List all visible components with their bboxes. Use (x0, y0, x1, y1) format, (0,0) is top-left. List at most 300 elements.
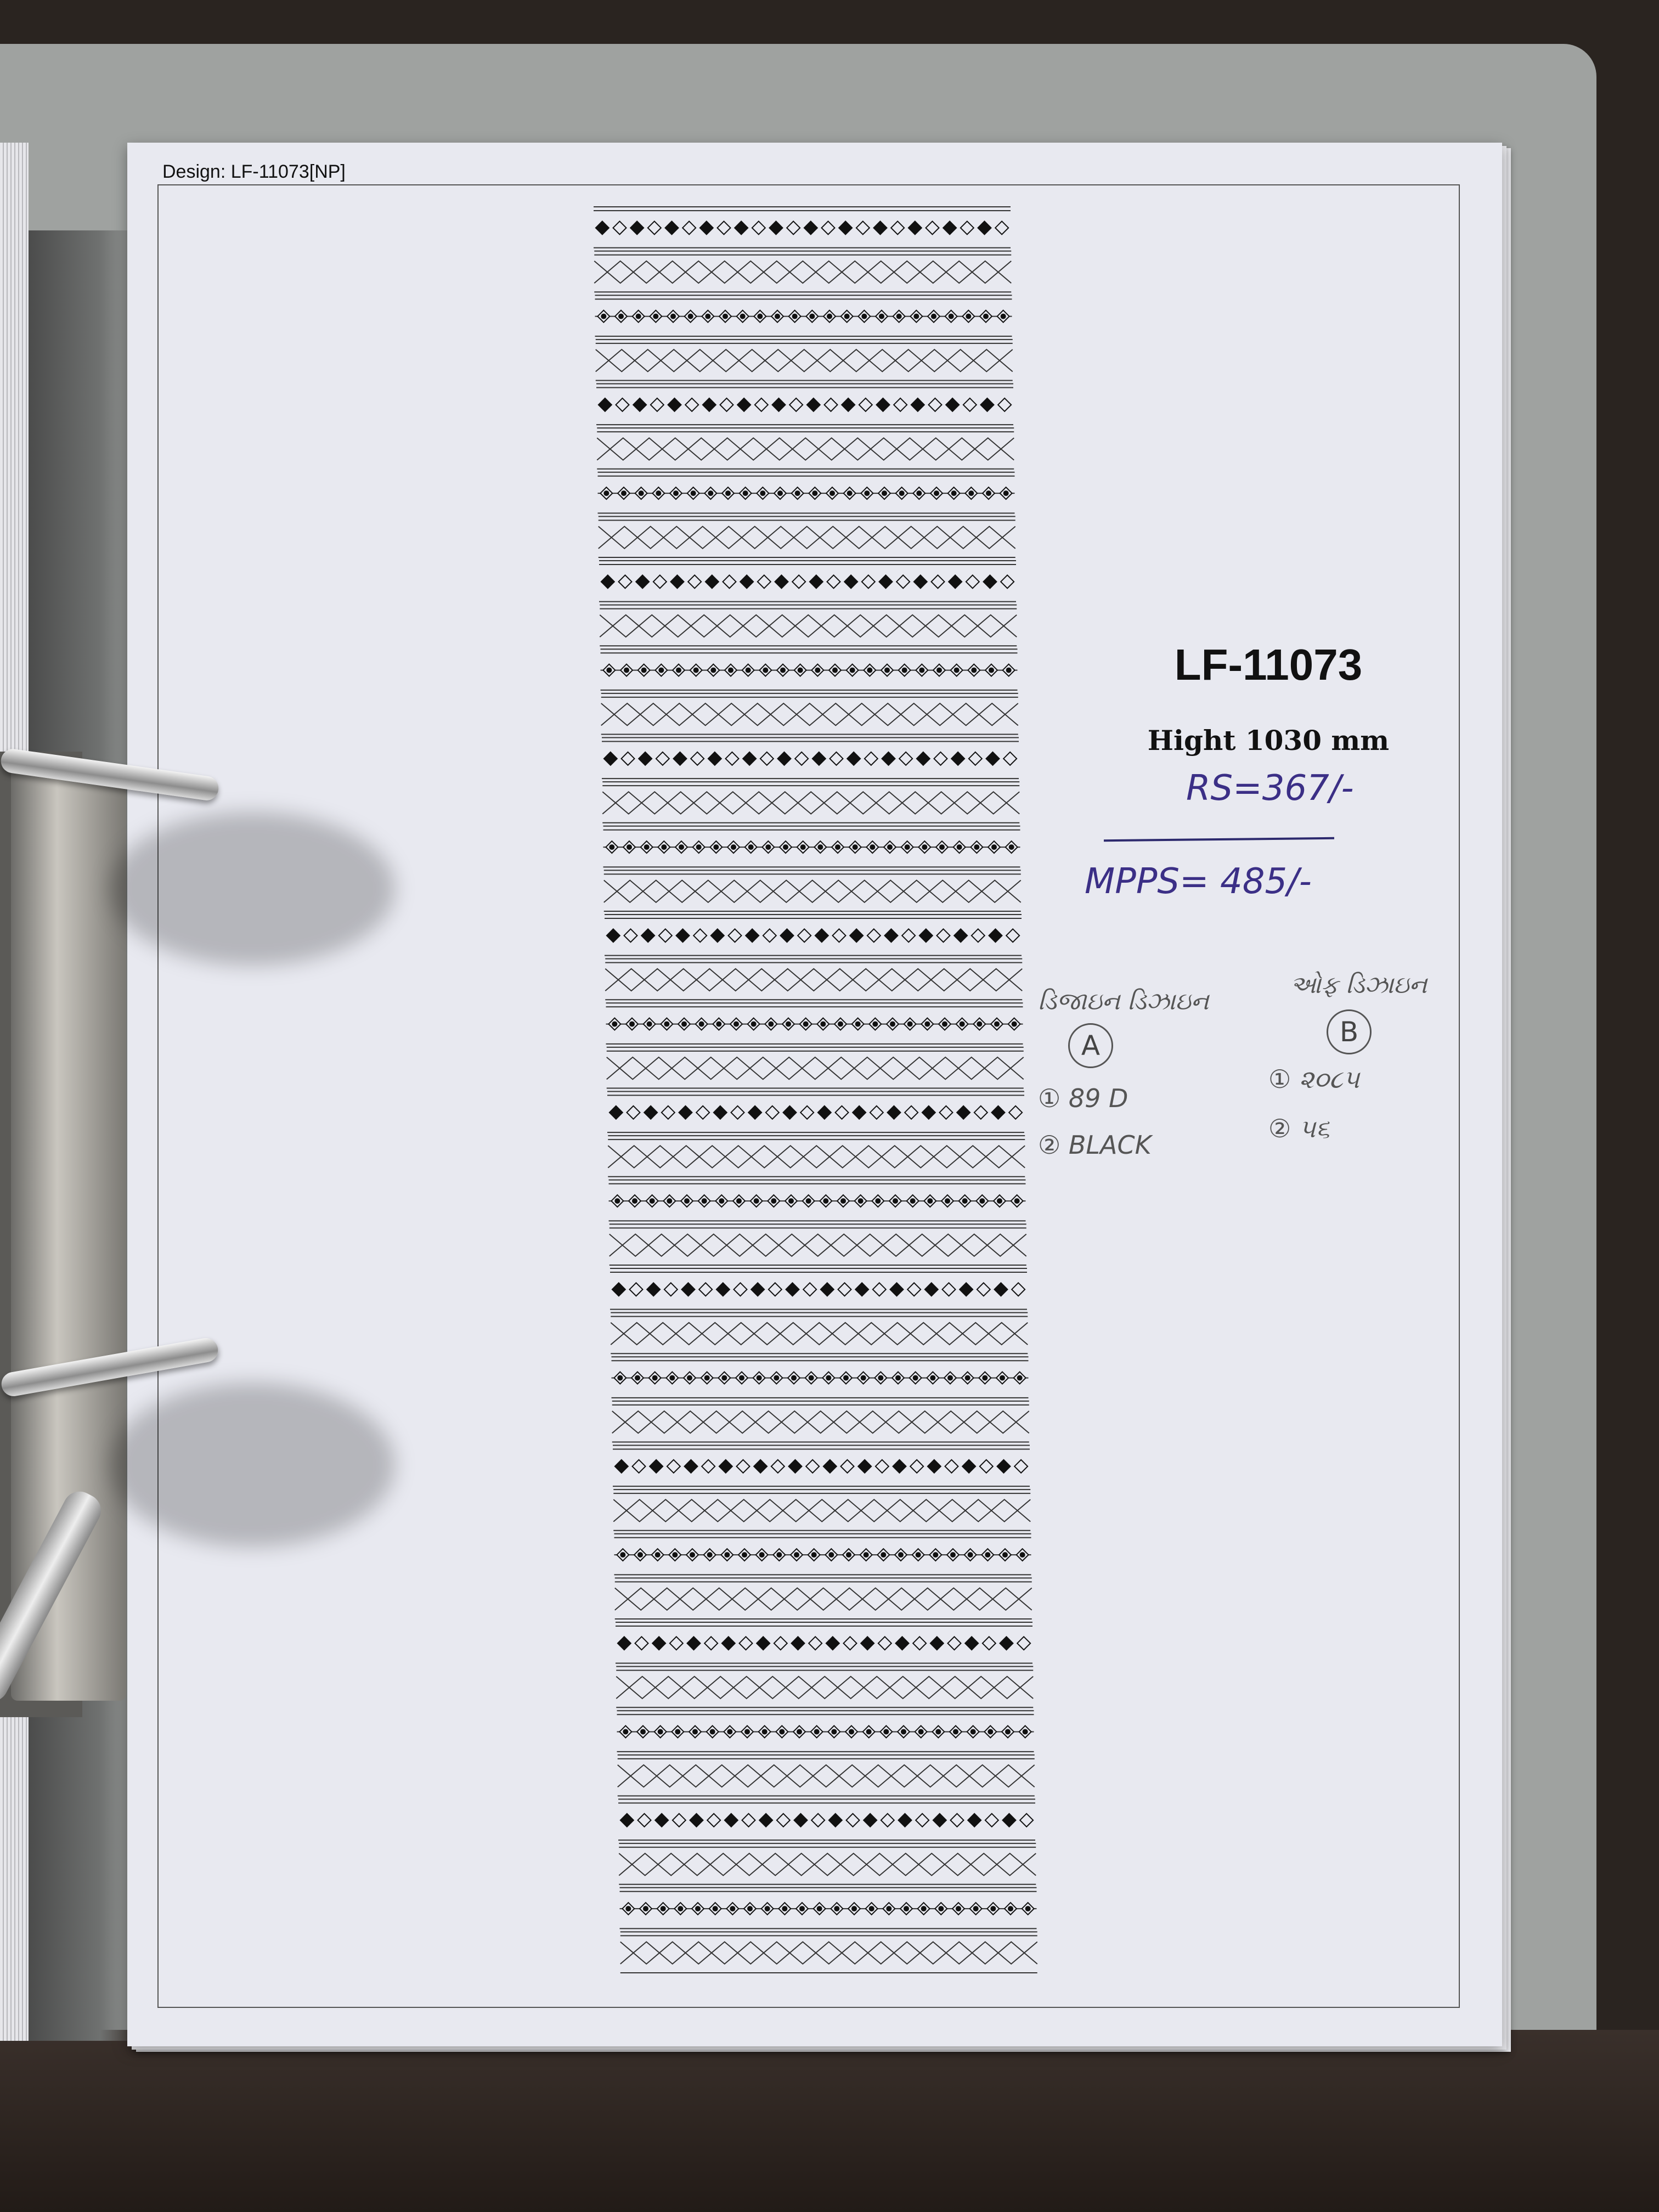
dot-motif (835, 844, 840, 850)
dot-motif (838, 1022, 843, 1027)
dot-motif (902, 668, 907, 673)
dot-motif (905, 844, 910, 850)
dot-motif (827, 314, 832, 319)
diamond-motif (818, 1106, 831, 1119)
diamond-motif (842, 398, 855, 411)
dot-motif (834, 1906, 839, 1911)
diamond-motif (641, 929, 654, 942)
dot-motif (678, 1906, 683, 1911)
dot-motif (699, 1022, 704, 1027)
dot-motif (960, 1022, 965, 1027)
dot-motif (637, 1552, 643, 1558)
diamond-motif (838, 1283, 851, 1296)
dot-motif (907, 1022, 913, 1027)
diamond-motif (690, 1814, 703, 1827)
dot-motif (936, 668, 942, 673)
dot-motif (1017, 1375, 1023, 1381)
dot-motif (617, 1375, 623, 1381)
dot-motif (977, 1022, 982, 1027)
dot-motif (973, 1906, 979, 1911)
dot-motif (684, 1198, 690, 1204)
dot-motif (1020, 1552, 1025, 1558)
dot-motif (879, 314, 884, 319)
dot-motif (672, 1552, 678, 1558)
dot-motif (670, 314, 676, 319)
dot-motif (934, 490, 939, 496)
diamond-motif (926, 221, 939, 234)
dot-motif (887, 844, 893, 850)
dot-motif (710, 668, 716, 673)
zigzag-motif (619, 1853, 1036, 1875)
design-label: Design: LF-11073[NP] (162, 161, 346, 182)
zigzag-motif (610, 1234, 1026, 1256)
diamond-motif (656, 752, 669, 765)
diamond-motif (674, 752, 687, 765)
dot-motif (661, 1906, 666, 1911)
dot-motif (831, 1729, 837, 1735)
dot-motif (896, 314, 902, 319)
zigzag-motif (613, 1499, 1030, 1521)
diamond-motif (659, 929, 672, 942)
diamond-motif (740, 1637, 753, 1650)
dot-motif (954, 668, 960, 673)
diamond-motif (984, 575, 997, 588)
dot-motif (673, 490, 679, 496)
diamond-motif (723, 575, 736, 588)
group-a-item-1: ① 89 D (1038, 1084, 1128, 1113)
diamond-motif (624, 929, 637, 942)
dot-motif (991, 844, 997, 850)
diamond-motif (742, 1814, 755, 1827)
dot-motif (656, 490, 661, 496)
dot-motif (861, 1375, 866, 1381)
diamond-motif (888, 1106, 901, 1119)
zigzag-motif (597, 438, 1014, 460)
diamond-motif (1017, 1637, 1030, 1650)
diamond-motif (755, 398, 768, 411)
diamond-motif (917, 752, 930, 765)
diamond-motif (934, 752, 947, 765)
diamond-motif (740, 575, 753, 588)
diamond-motif (604, 752, 617, 765)
diamond-motif (885, 929, 898, 942)
zigzag-motif (600, 615, 1017, 637)
diamond-motif (877, 398, 890, 411)
dot-motif (791, 1375, 797, 1381)
dot-motif (716, 1022, 721, 1027)
diamond-motif (957, 1106, 970, 1119)
dot-motif (652, 1375, 658, 1381)
diamond-motif (758, 575, 771, 588)
diamond-motif (949, 575, 962, 588)
dot-motif (606, 668, 612, 673)
diamond-motif (891, 221, 904, 234)
dot-motif (664, 1022, 669, 1027)
dot-motif (661, 844, 667, 850)
diamond-motif (978, 221, 991, 234)
dot-motif (724, 1552, 730, 1558)
dot-motif (968, 490, 974, 496)
diamond-motif (737, 398, 751, 411)
diamond-motif (650, 1460, 663, 1473)
dot-motif (927, 1198, 933, 1204)
diamond-motif (960, 1283, 973, 1296)
diamond-motif (735, 221, 748, 234)
diamond-motif (719, 1460, 732, 1473)
dot-motif (945, 1198, 950, 1204)
diamond-motif (905, 1106, 918, 1119)
dot-motif (614, 1198, 620, 1204)
diamond-motif (619, 575, 632, 588)
diamond-motif (812, 752, 826, 765)
dot-motif (997, 1198, 1002, 1204)
diamond-motif (948, 1637, 961, 1650)
diamond-motif (653, 575, 667, 588)
zigzag-motif (596, 349, 1013, 371)
diamond-motif (894, 398, 907, 411)
dot-motif (731, 844, 736, 850)
dot-motif (727, 1729, 732, 1735)
dot-motif (783, 844, 788, 850)
dot-motif (788, 1198, 794, 1204)
diamond-motif (627, 1106, 640, 1119)
diamond-motif (870, 1106, 883, 1119)
diamond-motif (981, 398, 994, 411)
dot-motif (782, 1906, 787, 1911)
diamond-motif (613, 221, 627, 234)
dot-motif (1025, 1906, 1031, 1911)
dot-motif (882, 490, 887, 496)
dot-motif (844, 314, 850, 319)
diamond-motif (1001, 575, 1014, 588)
diamond-motif (722, 1637, 735, 1650)
zigzag-motif (604, 881, 1021, 902)
zigzag-motif (612, 1411, 1029, 1433)
diamond-motif (855, 1283, 868, 1296)
diamond-motif (946, 398, 959, 411)
diamond-motif (729, 929, 742, 942)
dot-motif (768, 1022, 774, 1027)
dot-motif (774, 1375, 779, 1381)
table-surface (0, 2030, 1659, 2212)
dot-motif (658, 668, 664, 673)
dot-motif (771, 1198, 776, 1204)
diamond-motif (986, 752, 1000, 765)
dot-motif (893, 1198, 898, 1204)
diamond-motif (951, 752, 964, 765)
dot-motif (744, 1729, 750, 1735)
dot-motif (688, 314, 693, 319)
diamond-motif (775, 575, 788, 588)
dot-motif (970, 1729, 976, 1735)
diamond-motif (651, 398, 664, 411)
diamond-motif (847, 1814, 860, 1827)
dot-motif (858, 1198, 864, 1204)
group-a-heading: ડિજાઇન ડિઝાઇન (1038, 988, 1209, 1015)
diamond-motif (859, 398, 872, 411)
zigzag-motif (601, 703, 1018, 725)
dot-motif (775, 314, 780, 319)
diamond-motif (1006, 929, 1019, 942)
diamond-motif (827, 575, 840, 588)
dot-motif (806, 1198, 811, 1204)
diamond-motif (833, 929, 846, 942)
zigzag-motif (607, 1057, 1024, 1079)
dot-motif (798, 668, 803, 673)
diamond-motif (992, 1106, 1005, 1119)
mp-price-note: MPPS= 485/- (1085, 861, 1312, 902)
dot-motif (719, 1198, 724, 1204)
dot-motif (690, 1552, 695, 1558)
diamond-motif (795, 752, 808, 765)
diamond-motif (850, 929, 863, 942)
diamond-motif (687, 1637, 701, 1650)
dot-motif (779, 1729, 785, 1735)
dot-motif (658, 1729, 663, 1735)
dot-motif (864, 1552, 869, 1558)
diamond-motif (862, 575, 875, 588)
diamond-motif (700, 221, 713, 234)
diamond-motif (720, 398, 733, 411)
dot-motif (938, 1906, 944, 1911)
dot-motif (916, 490, 922, 496)
diamond-motif (711, 929, 724, 942)
diamond-motif (754, 1460, 767, 1473)
diamond-motif (965, 1637, 978, 1650)
zigzag-motif (619, 1853, 1036, 1875)
zigzag-motif (602, 792, 1019, 814)
diamond-motif (648, 221, 661, 234)
zigzag-motif (608, 1146, 1025, 1167)
dot-motif (851, 1906, 857, 1911)
zigzag-motif (612, 1411, 1029, 1433)
dot-motif (754, 1198, 759, 1204)
dot-motif (751, 1022, 757, 1027)
diamond-motif (638, 1814, 651, 1827)
dot-motif (702, 1198, 707, 1204)
dot-motif (875, 1198, 881, 1204)
diamond-motif (806, 1460, 819, 1473)
diamond-motif (826, 1637, 839, 1650)
dot-motif (794, 1552, 799, 1558)
diamond-motif (997, 1460, 1011, 1473)
dot-motif (733, 1022, 739, 1027)
diamond-motif (811, 1814, 825, 1827)
diamond-motif (652, 1637, 665, 1650)
diamond-motif (1000, 1637, 1013, 1650)
diamond-motif (644, 1106, 657, 1119)
dot-motif (872, 1022, 878, 1027)
zigzag-motif (605, 969, 1022, 991)
diamond-motif (969, 752, 982, 765)
dot-motif (913, 314, 919, 319)
dot-motif (924, 1022, 930, 1027)
dot-motif (935, 1729, 941, 1735)
diamond-motif (911, 398, 924, 411)
group-a-item-2: ② BLACK (1038, 1130, 1152, 1160)
dot-motif (748, 844, 754, 850)
diamond-motif (792, 575, 805, 588)
dot-motif (947, 1375, 953, 1381)
dot-motif (1006, 668, 1012, 673)
diamond-motif (985, 1814, 998, 1827)
group-b-item-1: ① ૨૦૮૫ (1268, 1064, 1360, 1094)
dot-motif (705, 314, 710, 319)
diamond-motif (685, 398, 698, 411)
dot-motif (777, 490, 783, 496)
dot-motif (647, 1022, 652, 1027)
diamond-motif (841, 1460, 854, 1473)
dot-motif (708, 490, 713, 496)
zigzag-motif (620, 1942, 1037, 1964)
diamond-motif (792, 1637, 805, 1650)
dot-motif (612, 1022, 617, 1027)
dot-motif (763, 668, 768, 673)
diamond-motif (803, 1283, 816, 1296)
dot-motif (728, 668, 733, 673)
diamond-motif (951, 1814, 964, 1827)
dot-motif (757, 314, 763, 319)
diamond-motif (998, 398, 1011, 411)
diamond-motif (777, 1814, 790, 1827)
dot-motif (639, 490, 644, 496)
diamond-motif (693, 929, 707, 942)
dot-motif (983, 314, 989, 319)
design-height: Hight 1030 mm (1147, 724, 1390, 757)
diamond-motif (972, 929, 985, 942)
diamond-motif (772, 398, 786, 411)
zigzag-motif (605, 969, 1022, 991)
diamond-motif (995, 221, 1008, 234)
diamond-motif (746, 929, 759, 942)
diamond-motif (962, 1460, 975, 1473)
diamond-motif (665, 221, 679, 234)
dot-motif (864, 490, 870, 496)
diamond-motif (829, 1814, 842, 1827)
dot-motif (776, 1552, 782, 1558)
dot-motif (797, 1729, 802, 1735)
dot-motif (739, 1375, 744, 1381)
diamond-motif (662, 1106, 675, 1119)
dot-motif (968, 1552, 973, 1558)
dot-motif (901, 1729, 906, 1735)
diamond-motif (977, 1283, 990, 1296)
zigzag-motif (599, 527, 1015, 549)
diamond-motif (853, 1106, 866, 1119)
diamond-motif (928, 1460, 941, 1473)
dot-motif (627, 844, 632, 850)
dot-motif (890, 1022, 895, 1027)
dot-motif (830, 490, 835, 496)
dot-motif (1012, 1022, 1017, 1027)
dot-motif (675, 1729, 680, 1735)
diamond-motif (896, 1637, 909, 1650)
zigzag-motif (597, 438, 1014, 460)
dot-motif (644, 844, 650, 850)
diamond-motif (655, 1814, 668, 1827)
diamond-motif (633, 398, 646, 411)
dot-motif (742, 1552, 747, 1558)
diamond-motif (770, 221, 783, 234)
diamond-motif (783, 1106, 797, 1119)
diamond-motif (893, 1460, 906, 1473)
diamond-motif (874, 221, 887, 234)
dot-motif (713, 1906, 718, 1911)
dot-motif (949, 314, 954, 319)
diamond-motif (751, 1283, 764, 1296)
diamond-motif (839, 221, 852, 234)
diamond-motif (682, 1283, 695, 1296)
diamond-motif (902, 929, 915, 942)
diamond-motif (983, 1637, 996, 1650)
dot-motif (814, 1729, 820, 1735)
diamond-motif (899, 1814, 912, 1827)
dot-motif (918, 1729, 924, 1735)
diamond-motif (909, 221, 922, 234)
diamond-motif (844, 1637, 857, 1650)
diamond-motif (925, 1283, 938, 1296)
diamond-motif (612, 1283, 625, 1296)
dot-motif (826, 1375, 831, 1381)
diamond-motif (748, 1106, 761, 1119)
zigzag-motif (604, 881, 1021, 902)
dot-motif (988, 1729, 993, 1735)
dot-motif (786, 1022, 791, 1027)
dot-motif (765, 1906, 770, 1911)
diamond-motif (763, 929, 776, 942)
dot-motif (746, 668, 751, 673)
dot-motif (687, 1375, 692, 1381)
zigzag-motif (607, 1057, 1024, 1079)
dot-motif (985, 1552, 990, 1558)
dot-motif (636, 314, 641, 319)
diamond-motif (995, 1283, 1008, 1296)
diamond-motif (822, 221, 835, 234)
dot-motif (795, 490, 800, 496)
zigzag-motif (611, 1323, 1028, 1345)
diamond-motif (815, 929, 828, 942)
diamond-motif (899, 752, 912, 765)
dot-motif (950, 1552, 956, 1558)
dot-motif (1009, 844, 1014, 850)
diamond-motif (1020, 1814, 1033, 1827)
dot-motif (832, 668, 838, 673)
diamond-motif (778, 752, 791, 765)
dot-motif (847, 490, 853, 496)
dot-motif (792, 314, 798, 319)
dot-motif (743, 490, 748, 496)
dot-motif (809, 1375, 814, 1381)
dot-motif (809, 314, 815, 319)
diamond-motif (861, 1637, 874, 1650)
dot-motif (904, 1906, 909, 1911)
diamond-motif (759, 1814, 772, 1827)
diamond-motif (910, 1460, 923, 1473)
diamond-motif (726, 752, 739, 765)
diamond-motif (940, 1106, 953, 1119)
dot-motif (736, 1198, 742, 1204)
diamond-motif (630, 221, 644, 234)
dot-motif (765, 844, 771, 850)
diamond-motif (896, 575, 910, 588)
dot-motif (974, 844, 979, 850)
diamond-motif (679, 1106, 692, 1119)
dot-motif (760, 490, 765, 496)
zigzag-motif (615, 1588, 1032, 1610)
dot-motif (713, 844, 719, 850)
diamond-motif (596, 221, 609, 234)
diamond-motif (771, 1460, 785, 1473)
